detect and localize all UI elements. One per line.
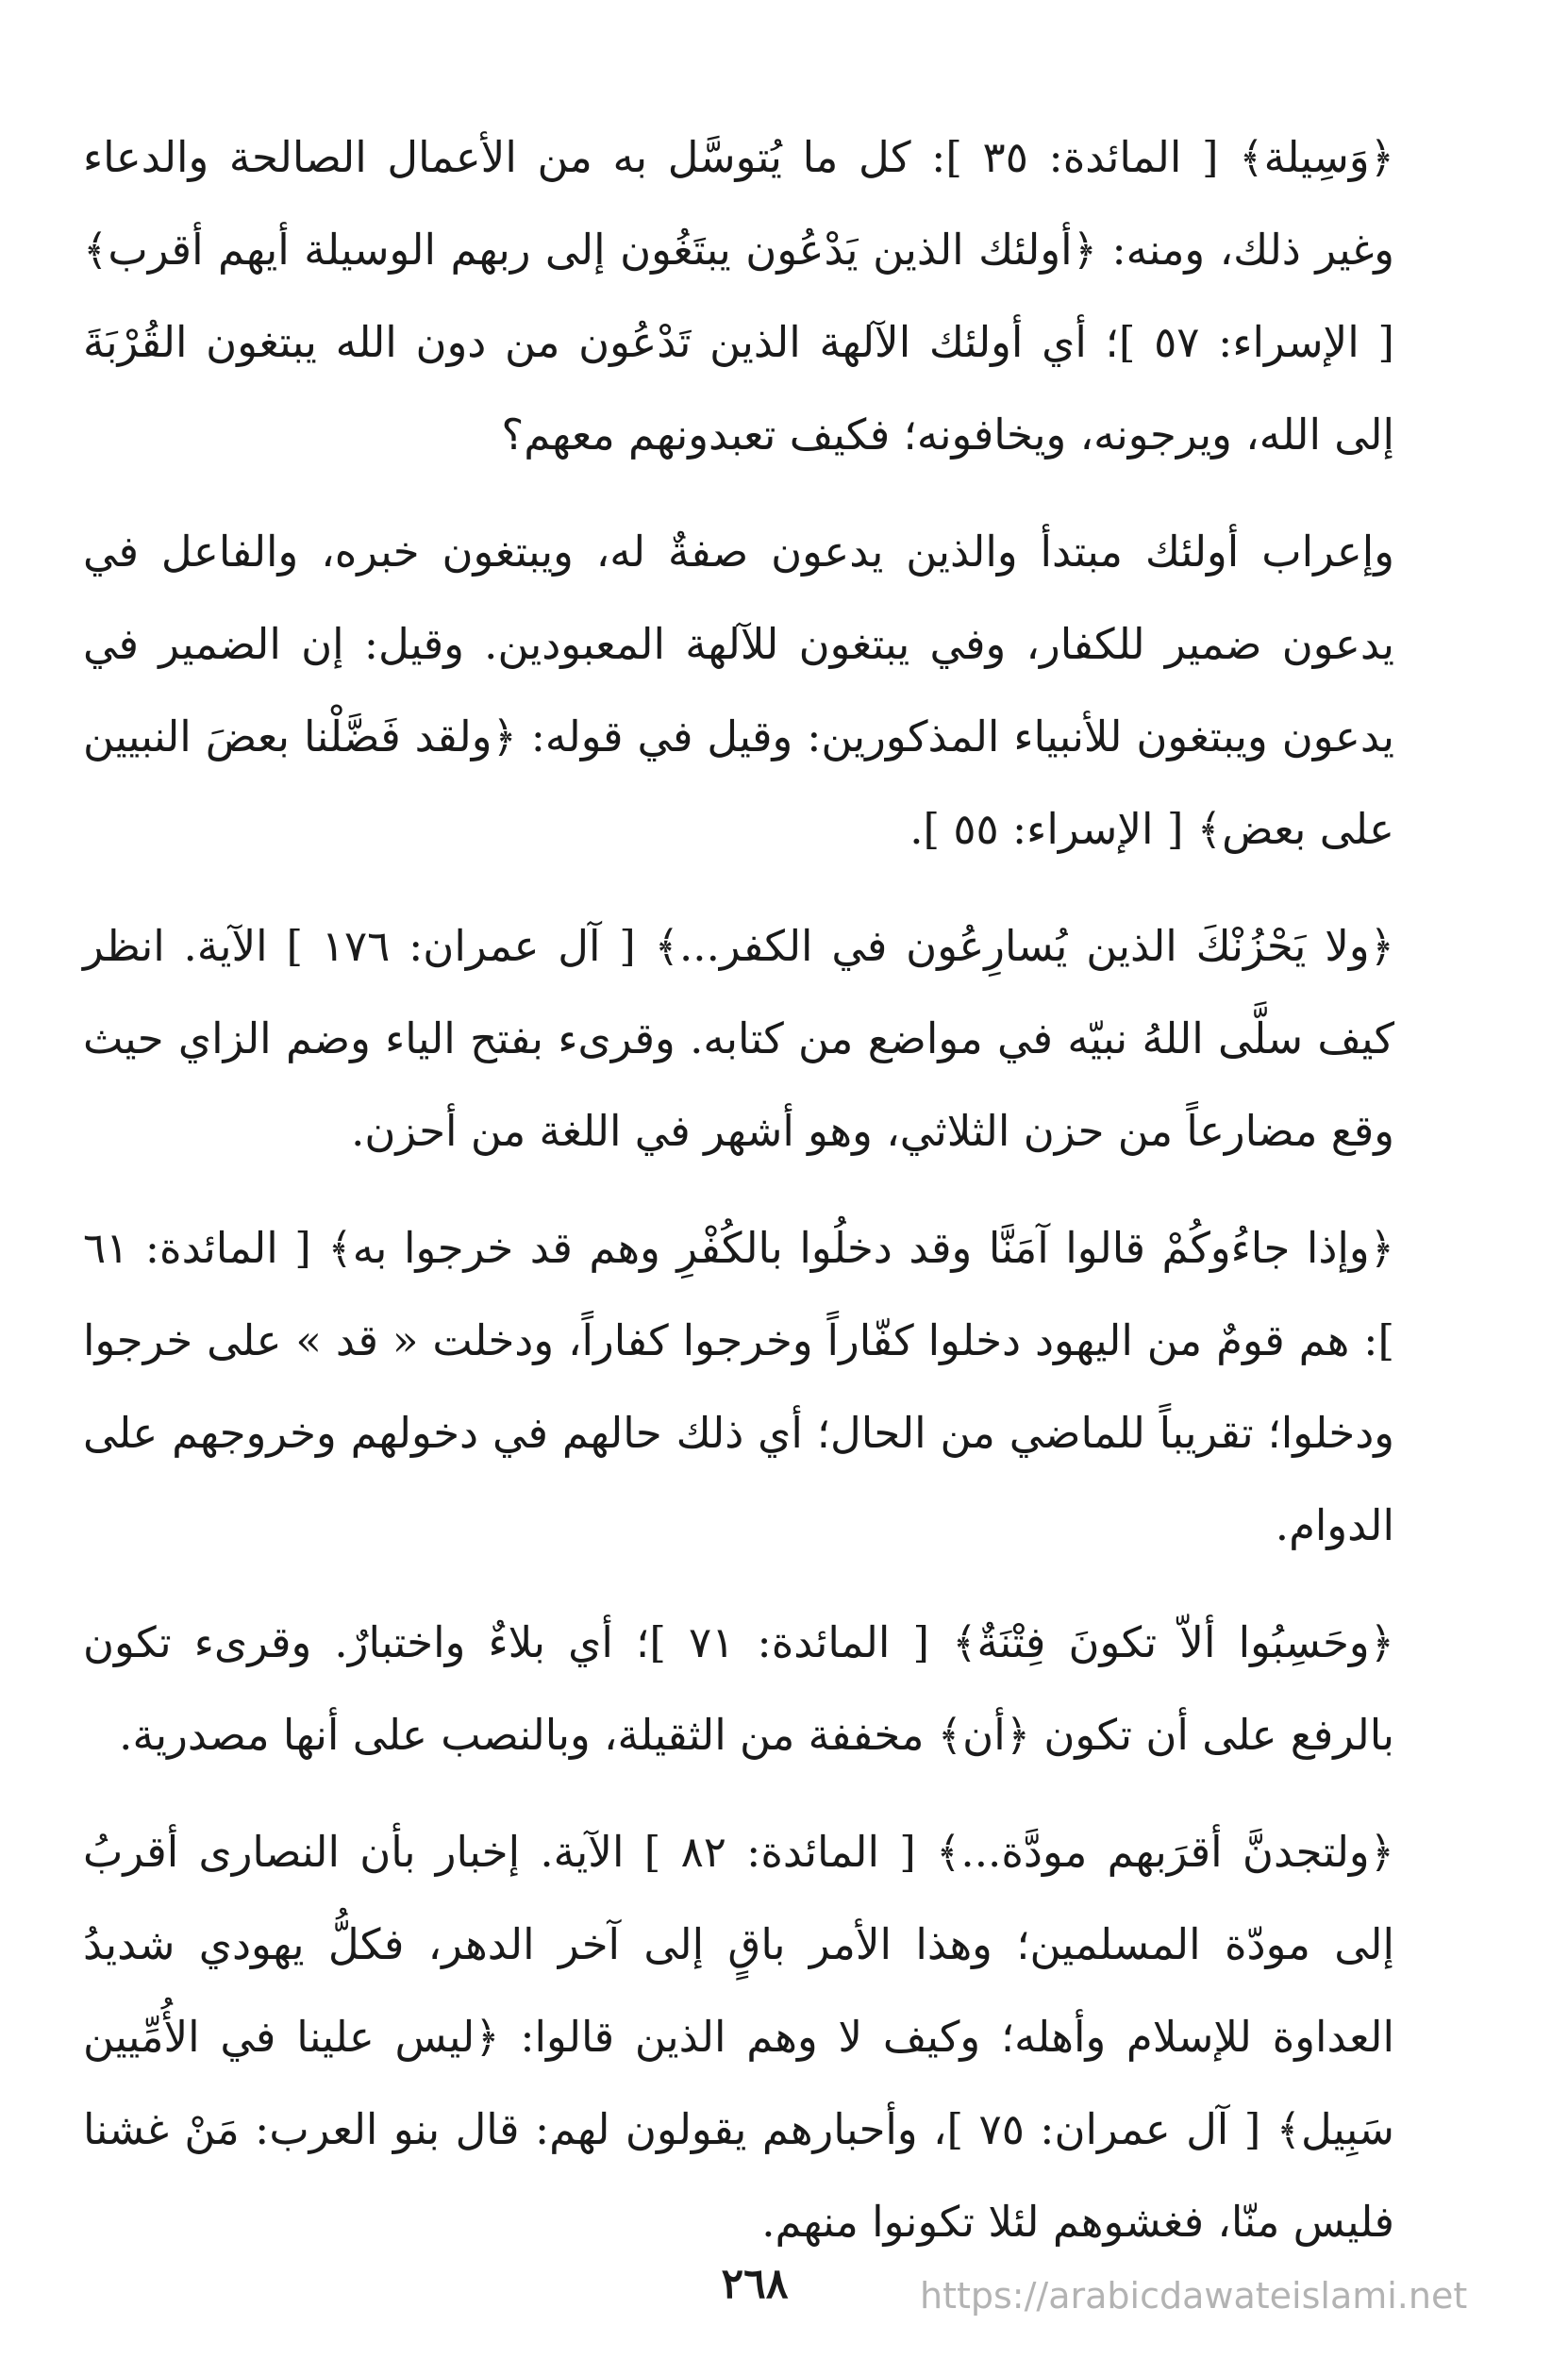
paragraph-hasibu: ﴿وحَسِبُوا ألاّ تكونَ فِتْنَةٌ﴾ [ المائدة: ٧١ ]؛ أي بلاءٌ واختبارٌ. وقرىء تكون بالرفع على أن تكون ﴿أن﴾ مخففة من الثقيلة، وبالنصب على أنها مصدرية. <box>83 1617 1394 1760</box>
website-watermark: https://arabicdawateislami.net <box>920 2275 1468 2317</box>
page-body <box>83 111 1394 2293</box>
paragraph-wasila: ﴿وَسِيلة﴾ [ المائدة: ٣٥ ]: كل ما يُتوسَّل به من الأعمال الصالحة والدعاء وغير ذلك، ومنه: ﴿أولئك الذين يَدْعُون يبتَغُون إلى ربهم الوسيلة أيهم أقرب﴾ [ الإسراء: ٥٧ ]؛ أي أولئك الآلهة الذين تَدْعُون من دون الله يبتغون القُرْبَةَ إلى الله، ويرجونه، ويخافونه؛ فكيف تعبدونهم معهم؟ <box>83 132 1394 460</box>
paragraph-latajidanna: ﴿ولتجدنَّ أقرَبهم مودَّة...﴾ [ المائدة: ٨٢ ] الآية. إخبار بأن النصارى أقربُ إلى مودّة المسلمين؛ وهذا الأمر باقٍ إلى آخر الدهر، فكلُّ يهودي شديدُ العداوة للإسلام وأهله؛ وكيف لا وهم الذين قالوا: ﴿ليس علينا في الأُمِّيين سَبِيل﴾ [ آل عمران: ٧٥ ]، وأحبارهم يقولون لهم: قال بنو العرب: مَنْ غشنا فليس منّا، فغشوهم لئلا تكونوا منهم. <box>83 1827 1395 2247</box>
paragraph-irab: وإعراب أولئك مبتدأ والذين يدعون صفةٌ له، ويبتغون خبره، والفاعل في يدعون ضمير للكفار، وفي يبتغون للآلهة المعبودين. وقيل: إن الضمير في يدعون ويبتغون للأنبياء المذكورين: وقيل في قوله: ﴿ولقد فَضَّلْنا بعضَ النبيين على بعض﴾ [ الإسراء: ٥٥ ]. <box>83 527 1394 854</box>
page-footer <box>0 2260 1568 2317</box>
page-number: ٢٦٨ <box>721 2260 789 2308</box>
paragraph-la-yahzunka: ﴿ولا يَحْزُنْكَ الذين يُسارِعُون في الكفر...﴾ [ آل عمران: ١٧٦ ] الآية. انظر كيف سلَّى اللهُ نبيّه في مواضع من كتابه. وقرىء بفتح الياء وضم الزاي حيث وقع مضارعاً من حزن الثلاثي، وهو أشهر في اللغة من أحزن. <box>83 921 1394 1156</box>
paragraph-idha-jaukum: ﴿وإذا جاءُوكُمْ قالوا آمَنَّا وقد دخلُوا بالكُفْرِ وهم قد خرجوا به﴾ [ المائدة: ٦١ ]: هم قومٌ من اليهود دخلوا كفّاراً وخرجوا كفاراً، ودخلت « قد » على خرجوا ودخلوا؛ تقريباً للماضي من الحال؛ أي ذلك حالهم في دخولهم وخروجهم على الدوام. <box>83 1223 1394 1550</box>
